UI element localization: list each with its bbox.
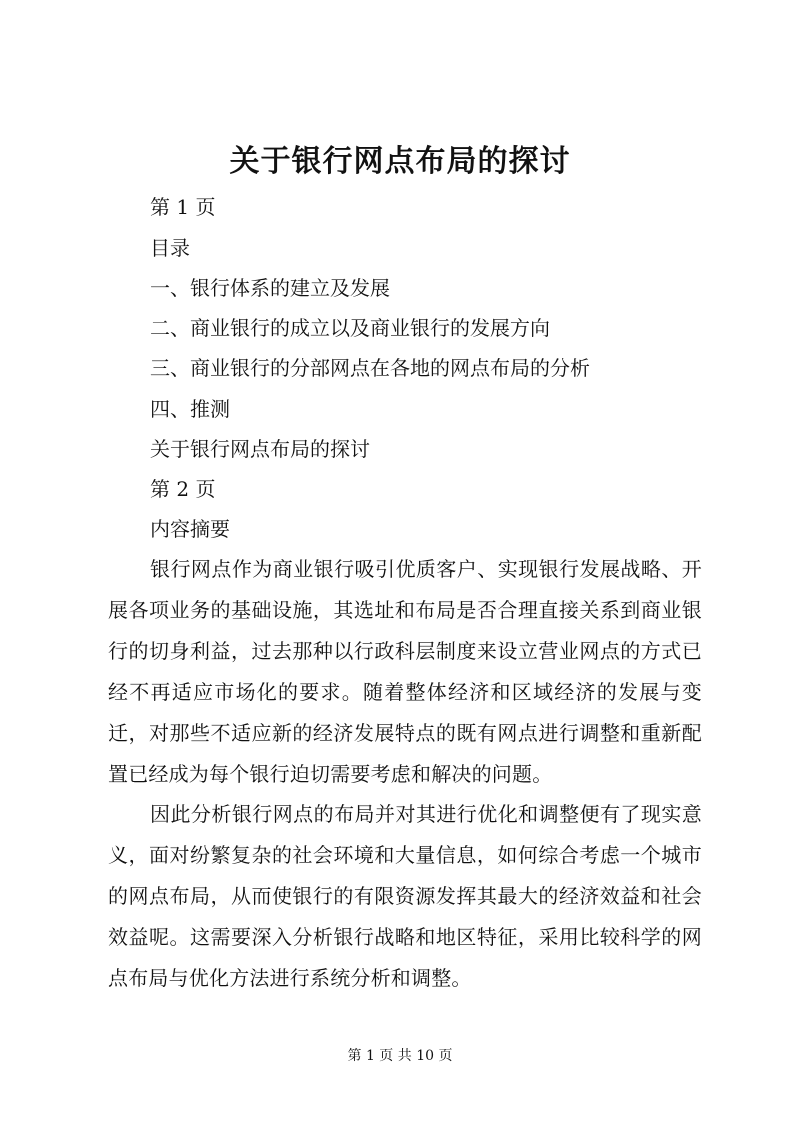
abstract-paragraph-2: 因此分析银行网点的布局并对其进行优化和调整便有了现实意义，面对纷繁复杂的社会环境和大量信息，如何综合考虑一个城市的网点布局，从而使银行的有限资源发挥其最大的经济效益和社会效益呢。这需要深入分析银行战略和地区特征，采用比较科学的网点布局与优化方法进行系统分析和调整。 — [108, 802, 702, 990]
toc-heading: 目录 — [150, 236, 190, 260]
document-title: 关于银行网点布局的探讨 — [229, 144, 571, 179]
toc-item-1: 一、银行体系的建立及发展 — [150, 276, 390, 300]
abstract-heading: 内容摘要 — [150, 517, 230, 541]
page-footer: 第 1 页 共 10 页 — [347, 1048, 453, 1064]
toc-item-2: 二、商业银行的成立以及商业银行的发展方向 — [150, 316, 550, 340]
toc-item-4: 四、推测 — [150, 397, 230, 421]
page-marker: 第 1 页 — [150, 195, 216, 219]
section-title: 关于银行网点布局的探讨 — [150, 437, 370, 461]
toc-item-3: 三、商业银行的分部网点在各地的网点布局的分析 — [150, 356, 590, 380]
page-marker: 第 2 页 — [150, 477, 216, 501]
abstract-paragraph-1: 银行网点作为商业银行吸引优质客户、实现银行发展战略、开展各项业务的基础设施，其选址和布局是否合理直接关系到商业银行的切身利益，过去那种以行政科层制度来设立营业网点的方式已经不再适应市场化的要求。随着整体经济和区域经济的发展与变迁，对那些不适应新的经济发展特点的既有网点进行调整和重新配置已经成为每个银行迫切需要考虑和解决的问题。 — [108, 557, 702, 786]
